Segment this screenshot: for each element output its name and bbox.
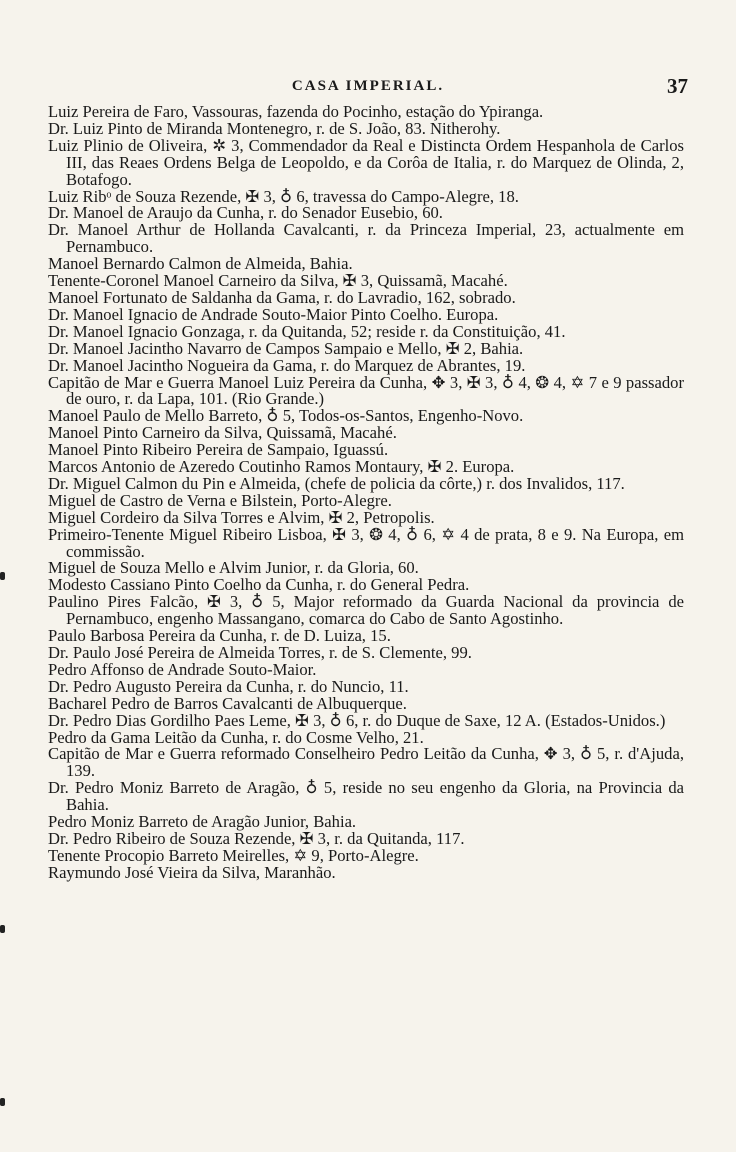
list-item: Dr. Miguel Calmon du Pin e Almeida, (chefe de policia da côrte,) r. dos Invalidos, 117. [48,473,625,493]
list-item: Dr. Manoel Ignacio Gonzaga, r. da Quitanda, 52; reside r. da Constituição, 41. [48,321,566,341]
binding-mark [0,572,5,580]
list-item: Dr. Luiz Pinto de Miranda Montenegro, r. de S. João, 83. Nitherohy. [48,118,501,138]
list-item: Dr. Pedro Augusto Pereira da Cunha, r. do Nuncio, 11. [48,676,409,696]
list-item: Dr. Manoel Jacintho Navarro de Campos Sampaio e Mello, ✠ 2, Bahia. [48,338,524,358]
list-item: Manoel Bernardo Calmon de Almeida, Bahia. [48,254,353,274]
binding-mark [0,1098,5,1106]
list-item: Dr. Paulo José Pereira de Almeida Torres, r. de S. Clemente, 99. [48,643,472,662]
list-item: Dr. Manoel de Araujo da Cunha, r. do Senador Eusebio, 60. [48,203,443,223]
list-item: Manoel Pinto Carneiro da Silva, Quissamã, Macahé. [48,423,397,443]
list-item: Dr. Pedro Ribeiro de Souza Rezende, ✠ 3, r. da Quitanda, 117. [48,828,465,848]
list-item: Dr. Pedro Moniz Barreto de Aragão, ♁ 5, reside no seu engenho da Gloria, na Provincia da Bahia. [48,778,684,815]
list-item: Manoel Paulo de Mello Barreto, ♁ 5, Todos-os-Santos, Engenho-Novo. [48,406,524,426]
entry-list [48,104,684,882]
list-item: Dr. Manoel Ignacio de Andrade Souto-Maior Pinto Coelho. Europa. [48,304,499,324]
list-item: Miguel de Castro de Verna e Bilstein, Porto-Alegre. [48,490,392,510]
list-item: Dr. Manoel Jacintho Nogueira da Gama, r. do Marquez de Abrantes, 19. [48,355,526,375]
list-item: Dr. Pedro Dias Gordilho Paes Leme, ✠ 3, ♁ 6, r. do Duque de Saxe, 12 A. (Estados-Unidos.) [48,710,666,730]
list-item: Luiz Plinio de Oliveira, ✲ 3, Commendador da Real e Distincta Ordem Hespanhola de Carlos III, das Reaes Ordens Belga de Leopoldo, e da Corôa de Italia, r. do Marquez de Olinda, 2, Botafogo. [48,135,684,189]
page-header [48,76,688,100]
list-item: Tenente-Coronel Manoel Carneiro da Silva, ✠ 3, Quissamã, Macahé. [48,271,508,291]
list-item: Tenente Procopio Barreto Meirelles, ✡ 9, Porto-Alegre. [48,845,419,865]
binding-mark [0,925,5,933]
page-number: 37 [667,74,688,98]
list-item: Luiz Ribᵒ de Souza Rezende, ✠ 3, ♁ 6, travessa do Campo-Alegre, 18. [48,186,519,206]
list-item: Luiz Pereira de Faro, Vassouras, fazenda do Pocinho, estação do Ypiranga. [48,102,544,121]
list-item: Miguel Cordeiro da Silva Torres e Alvim, ✠ 2, Petropolis. [48,507,435,527]
list-item: Modesto Cassiano Pinto Coelho da Cunha, r. do General Pedra. [48,575,470,595]
list-item: Pedro da Gama Leitão da Cunha, r. do Cosme Velho, 21. [48,727,424,747]
list-item: Bacharel Pedro de Barros Cavalcanti de Albuquerque. [48,693,407,713]
list-item: Paulino Pires Falcão, ✠ 3, ♁ 5, Major reformado da Guarda Nacional da provincia de Pernambuco, engenho Massangano, comarca do Cabo de Santo Agostinho. [48,592,684,629]
list-item: Miguel de Souza Mello e Alvim Junior, r. da Gloria, 60. [48,558,419,578]
list-item: Capitão de Mar e Guerra reformado Conselheiro Pedro Leitão da Cunha, ✥ 3, ♁ 5, r. d'Ajuda, 139. [48,744,684,781]
list-item: Raymundo José Vieira da Silva, Maranhão. [48,862,336,882]
list-item: Paulo Barbosa Pereira da Cunha, r. de D. Luiza, 15. [48,626,391,646]
list-item: Manoel Pinto Ribeiro Pereira de Sampaio, Iguassú. [48,440,389,460]
list-item: Pedro Moniz Barreto de Aragão Junior, Bahia. [48,812,357,832]
list-item: Capitão de Mar e Guerra Manoel Luiz Pereira da Cunha, ✥ 3, ✠ 3, ♁ 4, ❂ 4, ✡ 7 e 9 passador de ouro, r. da Lapa, 101. (Rio Grande.) [48,372,684,409]
list-item: Pedro Affonso de Andrade Souto-Maior. [48,659,317,679]
list-item: Dr. Manoel Arthur de Hollanda Cavalcanti, r. da Princeza Imperial, 23, actualmente em Pernambuco. [48,220,684,257]
list-item: Manoel Fortunato de Saldanha da Gama, r. do Lavradio, 162, sobrado. [48,287,516,307]
running-head: CASA IMPERIAL. [291,78,445,94]
list-item: Primeiro-Tenente Miguel Ribeiro Lisboa, ✠ 3, ❂ 4, ♁ 6, ✡ 4 de prata, 8 e 9. Na Europa, em commissão. [48,524,684,561]
list-item: Marcos Antonio de Azeredo Coutinho Ramos Montaury, ✠ 2. Europa. [48,457,515,477]
